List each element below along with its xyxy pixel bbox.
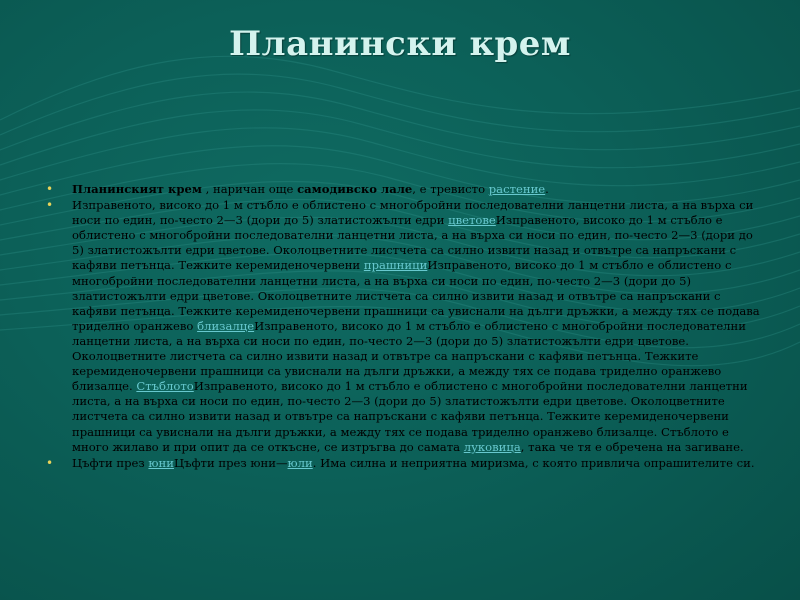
link-cvetove[interactable]: цветове (448, 213, 496, 228)
text-segment: Изправеното, високо до 1 м стъбло е облистено с многобройни последователни ланцетни листа, а на върха си носи по един, по-често 2—3 (дори до 5) златистожълти едри цветове. Околоцветните листчета са силно извити назад и отвътре са напръскани с кафяви петънца. Тежките керемиденочервени (72, 213, 753, 273)
text-segment: , така че тя е обречена на загиване. (520, 439, 744, 454)
plant-name: Планинският крем (72, 182, 202, 196)
text-segment: Изправеното, високо до 1 м стъбло е облистено с многобройни последователни ланцетни листа, а на върха си носи по един, по-често 2—3 (дори до 5) златистожълти едри (72, 198, 754, 228)
slide-title: Планински крем (229, 24, 571, 64)
text-segment: Изправеното, високо до 1 м стъбло е облистено с многобройни последователни ланцетни листа, а на върха си носи по един, по-често 2—3 (дори до 5) златистожълти едри цветове. Околоцветните листчета са силно извити назад и отвътре са напръскани с кафяви петънца. Тежките керемиденочервени прашници са увиснали на дълги дръжки, а между тях се подава триделно оранжево близалце. Стъблото е много жилаво и при опит да се откъсне, се изтръгва до самата (72, 379, 748, 454)
link-stabloto[interactable]: Стъблото (136, 379, 194, 394)
text-segment: Изправеното, високо до 1 м стъбло е облистено с многобройни последователни ланцетни листа, а на върха си носи по един, по-често 2—3 (дори до 5) златистожълти едри цветове. Околоцветните листчета са силно извити назад и отвътре са напръскани с кафяви петънца. Тежките керемиденочервени прашници са увиснали на дълги дръжки, а между тях се подава триделно оранжево (72, 258, 760, 333)
link-rastenie[interactable]: растение (488, 182, 546, 196)
link-lukovica[interactable]: луковица (463, 439, 521, 454)
text-segment: . Има силна и неприятна миризма, с която привлича опрашителите си. (312, 455, 755, 470)
text-segment: Изправеното, високо до 1 м стъбло е облистено с многобройни последователни ланцетни листа, а на върха си носи по един, по-често 2—3 (дори до 5) златистожълти едри цветове. Околоцветните листчета са силно извити назад и отвътре са напръскани с кафяви петънца. Тежките керемиденочервени прашници са увиснали на дълги дръжки, а между тях се подава триделно оранжево близалце. (72, 318, 746, 394)
alt-name: самодивско лале (297, 182, 413, 196)
link-yuni[interactable]: юни (148, 455, 174, 470)
text-segment: Цъфти през (72, 455, 149, 470)
text-segment: , е тревисто (412, 182, 489, 196)
bullet-dot-icon: • (46, 455, 54, 470)
link-blizalce[interactable]: близалце (197, 318, 255, 333)
bullet-item (44, 456, 764, 471)
bullet-item (44, 198, 764, 455)
bullet-dot-icon: • (46, 198, 54, 213)
link-prashnici[interactable]: прашници (363, 258, 428, 273)
bullet-item (44, 182, 764, 197)
text-segment: . (545, 182, 549, 196)
text-segment: Цъфти през юни— (173, 455, 288, 470)
link-yuli[interactable]: юли (287, 455, 313, 470)
slide-body (44, 182, 764, 471)
bullet-dot-icon: • (46, 182, 54, 196)
text-segment: , наричан още (201, 182, 298, 196)
